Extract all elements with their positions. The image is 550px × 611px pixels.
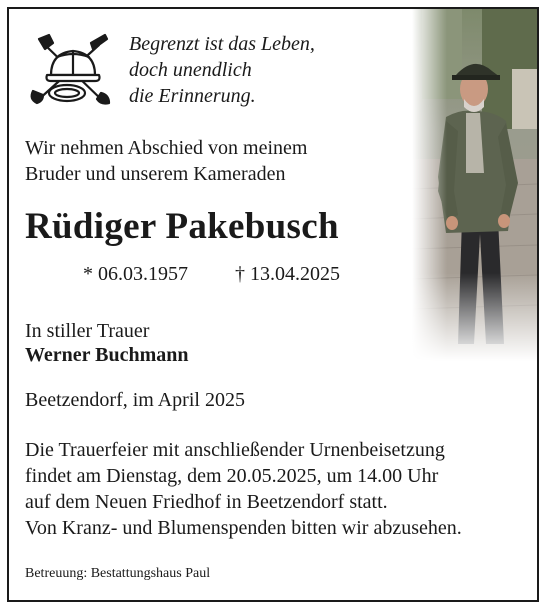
portrait-photo (412, 9, 537, 361)
mourning-label: In stiller Trauer (25, 320, 150, 342)
memorial-quote (129, 31, 315, 109)
service-line: Die Trauerfeier mit anschließender Urnenbeisetzung (25, 439, 445, 461)
intro-text (25, 135, 307, 187)
intro-line: Bruder und unserem Kameraden (25, 163, 286, 185)
intro-line: Wir nehmen Abschied von meinem (25, 137, 308, 159)
mourners-block (25, 319, 189, 367)
obituary-notice (7, 7, 539, 602)
service-line: auf dem Neuen Friedhof in Beetzendorf statt. (25, 491, 388, 513)
death-date: † 13.04.2025 (235, 263, 340, 285)
firefighter-emblem-icon (27, 31, 115, 113)
funeral-home-credit: Betreuung: Bestattungshaus Paul (25, 566, 211, 581)
quote-line: die Erinnerung. (129, 85, 256, 107)
quote-line: Begrenzt ist das Leben, (129, 33, 315, 55)
deceased-name: Rüdiger Pakebusch (25, 206, 339, 247)
mourner-name: Werner Buchmann (25, 344, 189, 366)
service-line: findet am Dienstag, dem 20.05.2025, um 14.00 Uhr (25, 465, 439, 487)
birth-date: * 06.03.1957 (83, 263, 188, 285)
service-line: Von Kranz- und Blumenspenden bitten wir abzusehen. (25, 517, 462, 539)
place-date: Beetzendorf, im April 2025 (25, 389, 245, 411)
service-details (25, 437, 462, 541)
quote-line: doch unendlich (129, 59, 252, 81)
